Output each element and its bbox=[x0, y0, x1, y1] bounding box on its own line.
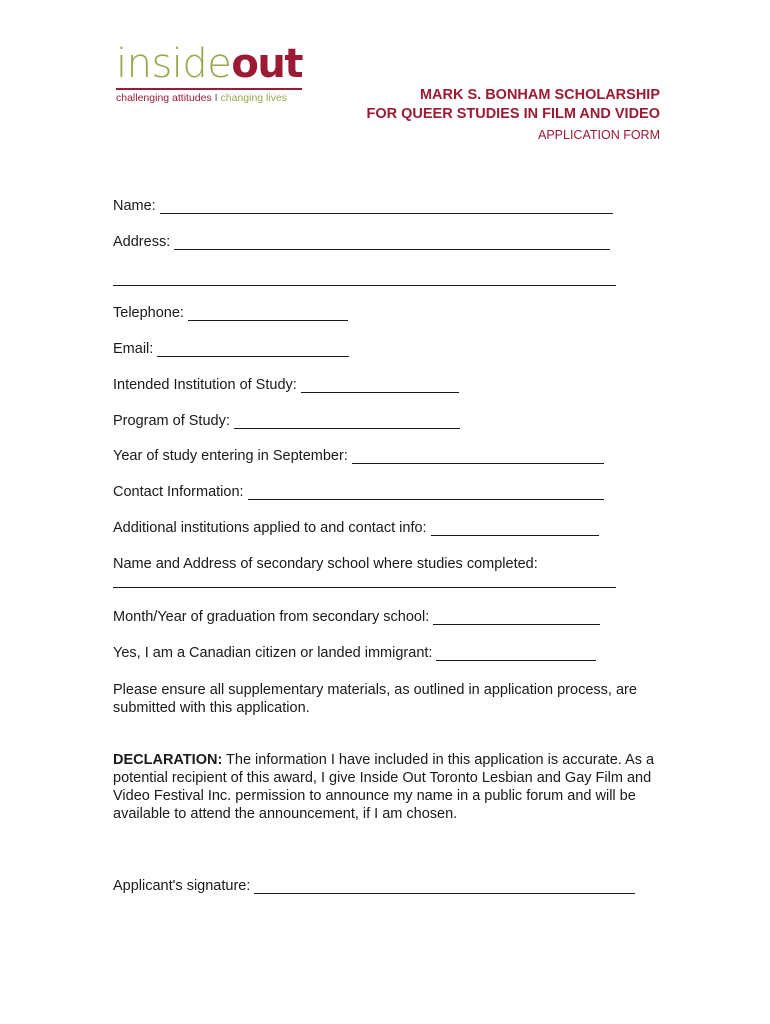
additional-label: Additional institutions applied to and contact info: bbox=[113, 520, 427, 536]
declaration-paragraph bbox=[113, 751, 673, 823]
secondary-field bbox=[113, 556, 538, 572]
address-input-line-2[interactable] bbox=[113, 285, 616, 286]
logo-tagline bbox=[116, 92, 316, 104]
secondary-input-line[interactable] bbox=[113, 587, 616, 588]
year-field bbox=[113, 448, 604, 464]
title-line-1: MARK S. BONHAM SCHOLARSHIP bbox=[419, 87, 660, 103]
title-line-2: FOR QUEER STUDIES IN FILM AND VIDEO bbox=[366, 106, 660, 122]
graduation-field bbox=[113, 609, 600, 625]
graduation-label: Month/Year of graduation from secondary school: bbox=[113, 609, 430, 625]
name-input-line[interactable] bbox=[160, 198, 613, 214]
logo-divider bbox=[116, 88, 302, 90]
telephone-field bbox=[113, 305, 348, 321]
institution-label: Intended Institution of Study: bbox=[113, 377, 297, 393]
tagline-part2: changing lives bbox=[220, 91, 288, 104]
address-input-line[interactable] bbox=[174, 234, 610, 250]
year-label: Year of study entering in September: bbox=[113, 448, 348, 464]
citizen-label: Yes, I am a Canadian citizen or landed immigrant: bbox=[113, 645, 433, 661]
name-label: Name: bbox=[113, 198, 156, 214]
program-label: Program of Study: bbox=[113, 413, 230, 429]
secondary-label: Name and Address of secondary school where studies completed: bbox=[113, 556, 538, 572]
form-subtitle: APPLICATION FORM bbox=[537, 128, 660, 142]
program-field bbox=[113, 413, 460, 429]
graduation-input-line[interactable] bbox=[433, 609, 600, 625]
institution-input-line[interactable] bbox=[301, 377, 459, 393]
email-input-line[interactable] bbox=[157, 341, 349, 357]
contact-label: Contact Information: bbox=[113, 484, 244, 500]
signature-field bbox=[113, 878, 635, 894]
citizen-field bbox=[113, 645, 596, 661]
additional-field bbox=[113, 520, 599, 536]
telephone-label: Telephone: bbox=[113, 305, 184, 321]
signature-label: Applicant's signature: bbox=[113, 878, 251, 894]
name-field bbox=[113, 198, 613, 214]
insideout-logo bbox=[116, 41, 316, 104]
tagline-part1: challenging attitudes bbox=[116, 91, 212, 104]
address-field bbox=[113, 234, 610, 250]
logo-word-inside: inside bbox=[116, 41, 232, 87]
form-title-block bbox=[366, 86, 660, 145]
telephone-input-line[interactable] bbox=[188, 305, 348, 321]
declaration-heading: DECLARATION: bbox=[113, 752, 223, 768]
address-label: Address: bbox=[113, 234, 171, 250]
signature-input-line[interactable] bbox=[254, 878, 635, 894]
program-input-line[interactable] bbox=[234, 413, 460, 429]
supplementary-notice: Please ensure all supplementary materials, as outlined in application process, are submitted with this application. bbox=[113, 682, 637, 716]
year-input-line[interactable] bbox=[352, 448, 604, 464]
additional-input-line[interactable] bbox=[431, 520, 599, 536]
logo-word-out: out bbox=[231, 41, 302, 87]
email-label: Email: bbox=[113, 341, 154, 357]
contact-input-line[interactable] bbox=[248, 484, 604, 500]
email-field bbox=[113, 341, 349, 357]
institution-field bbox=[113, 377, 459, 393]
tagline-separator: I bbox=[214, 91, 218, 104]
declaration-text: The information I have included in this application is accurate. As a potential recipient of this award, I give Inside Out Toronto Lesbian and Gay Film and Video Festival Inc. permission to announce my name in a public forum and will be available to attend the announcement, if I am chosen. bbox=[113, 752, 655, 822]
citizen-input-line[interactable] bbox=[436, 645, 596, 661]
contact-field bbox=[113, 484, 604, 500]
logo-wordmark bbox=[116, 41, 316, 87]
